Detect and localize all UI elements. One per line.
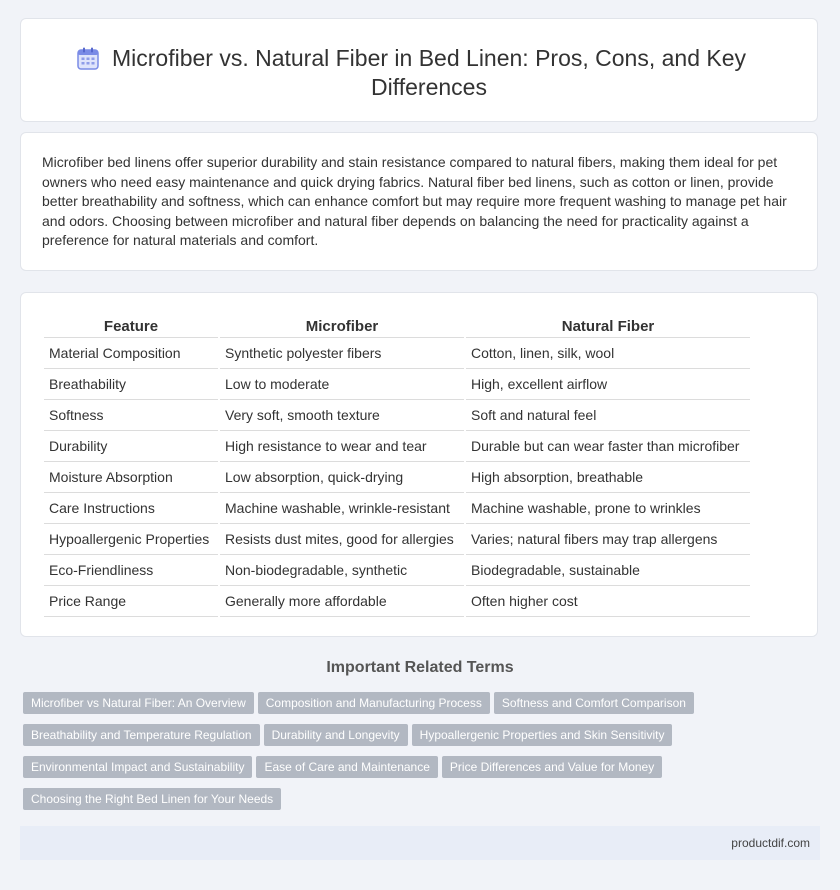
table-cell: Durability — [44, 431, 218, 462]
related-terms-title: Important Related Terms — [326, 659, 514, 676]
table-row — [44, 338, 750, 369]
table-cell: Resists dust mites, good for allergies — [220, 524, 464, 555]
table-row — [44, 524, 750, 555]
related-tag[interactable]: Breathability and Temperature Regulation — [23, 724, 260, 746]
table-cell: Cotton, linen, silk, wool — [466, 338, 750, 369]
table-cell: Price Range — [44, 586, 218, 617]
table-row — [44, 400, 750, 431]
table-cell: Moisture Absorption — [44, 462, 218, 493]
comparison-table-card — [20, 292, 818, 637]
table-cell: Biodegradable, sustainable — [466, 555, 750, 586]
table-row — [44, 493, 750, 524]
table-header-row — [44, 313, 750, 338]
column-header-microfiber: Microfiber — [220, 313, 464, 338]
related-tag[interactable]: Environmental Impact and Sustainability — [23, 756, 252, 778]
table-cell: Low absorption, quick-drying — [220, 462, 464, 493]
page-title: Microfiber vs. Natural Fiber in Bed Linen: Pros, Cons, and Key Differences — [111, 45, 747, 100]
table-cell: Material Composition — [44, 338, 218, 369]
related-terms-tags — [23, 692, 813, 820]
footer-site-link[interactable]: productdif.com — [731, 836, 810, 850]
table-cell: Generally more affordable — [220, 586, 464, 617]
related-tag[interactable]: Softness and Comfort Comparison — [494, 692, 694, 714]
table-row — [44, 369, 750, 400]
table-row — [44, 462, 750, 493]
table-cell: Breathability — [44, 369, 218, 400]
table-cell: High, excellent airflow — [466, 369, 750, 400]
table-cell: Very soft, smooth texture — [220, 400, 464, 431]
table-cell: Care Instructions — [44, 493, 218, 524]
table-cell: Hypoallergenic Properties — [44, 524, 218, 555]
table-cell: Synthetic polyester fibers — [220, 338, 464, 369]
table-cell: Soft and natural feel — [466, 400, 750, 431]
table-cell: Softness — [44, 400, 218, 431]
column-header-feature: Feature — [44, 313, 218, 338]
summary-card — [20, 132, 818, 271]
table-cell: Machine washable, prone to wrinkles — [466, 493, 750, 524]
table-cell: Non-biodegradable, synthetic — [220, 555, 464, 586]
table-row — [44, 431, 750, 462]
table-cell: High resistance to wear and tear — [220, 431, 464, 462]
related-tag[interactable]: Composition and Manufacturing Process — [258, 692, 490, 714]
related-tag[interactable]: Choosing the Right Bed Linen for Your Needs — [23, 788, 281, 810]
header-card — [20, 18, 818, 122]
table-cell: Durable but can wear faster than microfiber — [466, 431, 750, 462]
table-cell: Often higher cost — [466, 586, 750, 617]
related-tag[interactable]: Ease of Care and Maintenance — [256, 756, 437, 778]
related-tag[interactable]: Price Differences and Value for Money — [442, 756, 662, 778]
table-row — [44, 555, 750, 586]
footer — [20, 826, 820, 860]
table-cell: Eco-Friendliness — [44, 555, 218, 586]
related-tag[interactable]: Microfiber vs Natural Fiber: An Overview — [23, 692, 254, 714]
comparison-table — [42, 313, 752, 617]
table-cell: Varies; natural fibers may trap allergens — [466, 524, 750, 555]
related-tag[interactable]: Durability and Longevity — [264, 724, 408, 746]
column-header-natural-fiber: Natural Fiber — [466, 313, 750, 338]
table-cell: Low to moderate — [220, 369, 464, 400]
table-cell: High absorption, breathable — [466, 462, 750, 493]
related-tag[interactable]: Hypoallergenic Properties and Skin Sensitivity — [412, 724, 673, 746]
table-row — [44, 586, 750, 617]
summary-text: Microfiber bed linens offer superior durability and stain resistance compared to natural fibers, making them ideal for pet owners who need easy maintenance and quick drying fabrics. Natural fiber bed linens, such as cotton or linen, provide better breathability and softness, which can enhance comfort but may require more frequent washing to manage pet hair and odors. Choosing between microfiber and natural fiber depends on balancing the need for practicality against a preference for natural materials and comfort. — [42, 154, 787, 249]
table-cell: Machine washable, wrinkle-resistant — [220, 493, 464, 524]
